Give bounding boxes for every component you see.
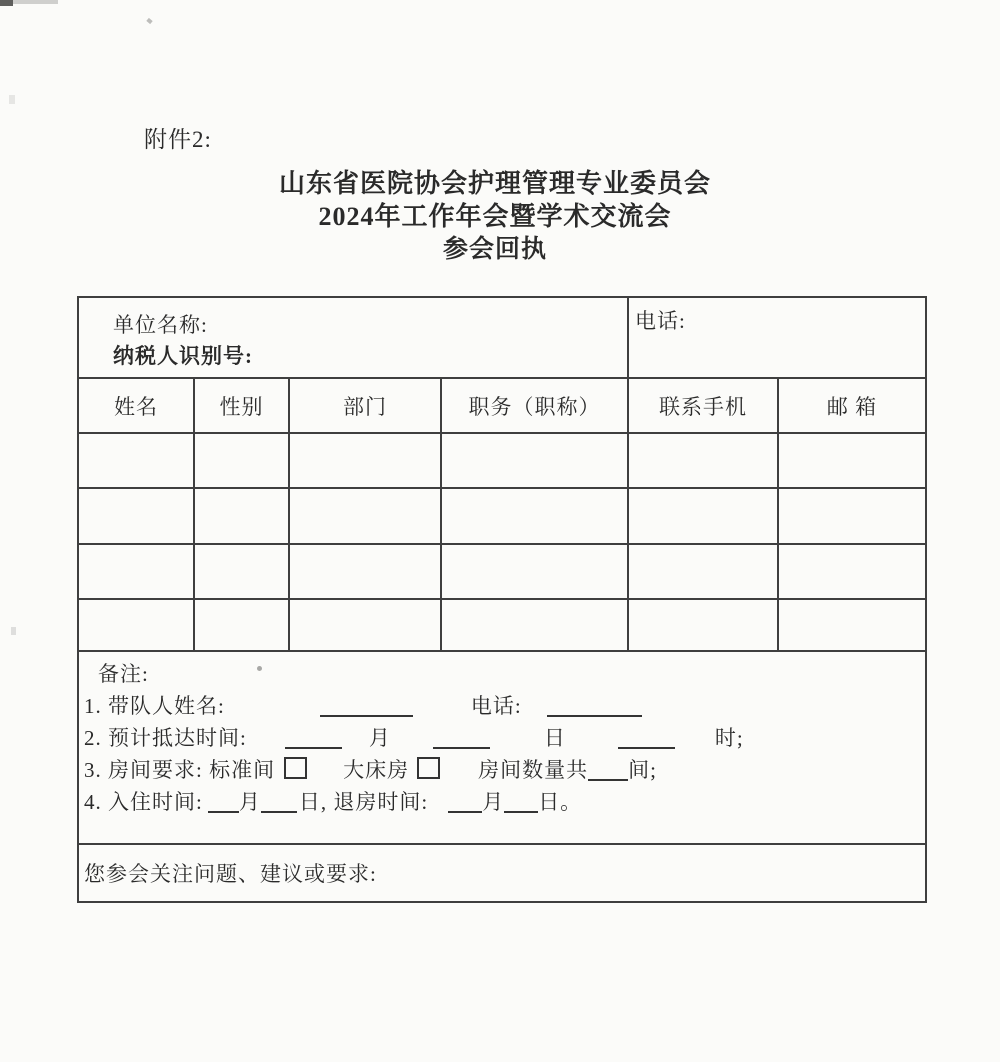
- empty-cell: [194, 599, 289, 651]
- empty-cell: [628, 544, 778, 599]
- notes-row: [78, 651, 926, 844]
- empty-cell: [778, 599, 926, 651]
- empty-cell: [778, 544, 926, 599]
- table-row: [78, 544, 926, 599]
- feedback-label: 您参会关注问题、建议或要求:: [84, 862, 377, 886]
- king-room-checkbox: [417, 757, 440, 779]
- checkin-day-blank: [261, 796, 297, 813]
- king-room-label: 大床房: [343, 758, 410, 782]
- empty-cell: [78, 488, 194, 544]
- table-row: [78, 599, 926, 651]
- empty-cell: [78, 599, 194, 651]
- empty-cell: [628, 488, 778, 544]
- doc-title: [0, 167, 990, 266]
- feedback-row: [78, 844, 926, 902]
- column-header-row: [78, 378, 926, 433]
- room-count-suffix: 间;: [628, 758, 657, 782]
- table-row: [78, 433, 926, 488]
- note-line-checkin: [84, 786, 921, 818]
- empty-cell: [78, 433, 194, 488]
- arrival-day-blank: [433, 732, 490, 749]
- arrival-hour-label: 时;: [714, 726, 744, 750]
- empty-cell: [289, 599, 441, 651]
- standard-room-checkbox: [284, 757, 307, 779]
- empty-cell: [289, 544, 441, 599]
- column-header-department: 部门: [289, 378, 441, 433]
- leader-name-label: 1. 带队人姓名:: [84, 694, 225, 718]
- scan-artifact: [11, 627, 16, 635]
- empty-cell: [628, 599, 778, 651]
- arrival-day-label: 日: [543, 726, 566, 750]
- title-line-3: 参会回执: [442, 236, 547, 263]
- room-request-label: 3. 房间要求: 标准间: [84, 758, 276, 782]
- checkout-month-blank: [448, 796, 482, 813]
- empty-cell: [194, 433, 289, 488]
- column-header-name: 姓名: [78, 378, 194, 433]
- checkin-month-blank: [208, 796, 239, 813]
- empty-cell: [441, 599, 628, 651]
- empty-cell: [441, 488, 628, 544]
- notes-heading: 备注:: [98, 662, 149, 686]
- notes-cell: [78, 651, 926, 844]
- note-line-arrival: [84, 722, 921, 754]
- title-line-2: 2024年工作年会暨学术交流会: [318, 202, 672, 231]
- unit-name-label: 单位名称:: [113, 313, 208, 337]
- unit-info-cell: [78, 297, 628, 378]
- empty-cell: [778, 433, 926, 488]
- note-line-room: [84, 754, 921, 786]
- empty-cell: [194, 544, 289, 599]
- room-count-blank: [588, 764, 628, 781]
- reply-form-table: [77, 296, 927, 903]
- unit-info-row: [78, 297, 926, 378]
- column-header-gender: 性别: [194, 378, 289, 433]
- phone-label: 电话:: [635, 309, 686, 333]
- room-count-label: 房间数量共: [478, 758, 589, 782]
- leader-phone-blank: [547, 700, 642, 717]
- empty-cell: [289, 488, 441, 544]
- scan-artifact: [13, 0, 58, 4]
- title-line-1: 山东省医院协会护理管理专业委员会: [278, 169, 711, 198]
- note-line-leader: [84, 690, 921, 722]
- empty-cell: [194, 488, 289, 544]
- arrival-month-label: 月: [368, 726, 391, 750]
- column-header-mobile: 联系手机: [628, 378, 778, 433]
- leader-phone-label: 电话:: [470, 694, 522, 718]
- checkout-time-label: 日, 退房时间:: [298, 790, 429, 814]
- arrival-time-label: 2. 预计抵达时间:: [84, 726, 247, 750]
- empty-cell: [441, 433, 628, 488]
- attachment-label: 附件2:: [144, 127, 212, 152]
- leader-name-blank: [320, 700, 413, 717]
- checkin-time-label: 4. 入住时间:: [84, 790, 203, 814]
- feedback-cell: [78, 844, 926, 902]
- arrival-hour-blank: [618, 732, 675, 749]
- checkout-month-label: 月: [482, 790, 505, 814]
- scan-artifact: [146, 18, 152, 24]
- taxpayer-id-label: 纳税人识别号:: [113, 344, 253, 368]
- empty-cell: [628, 433, 778, 488]
- arrival-month-blank: [285, 732, 342, 749]
- empty-cell: [441, 544, 628, 599]
- empty-cell: [289, 433, 441, 488]
- empty-cell: [78, 544, 194, 599]
- scan-artifact: [0, 0, 13, 6]
- scan-artifact: [9, 95, 15, 104]
- table-row: [78, 488, 926, 544]
- checkout-day-blank: [504, 796, 538, 813]
- checkin-month-label: 月: [238, 790, 261, 814]
- column-header-email: 邮 箱: [778, 378, 926, 433]
- checkout-day-label: 日。: [538, 790, 583, 814]
- phone-cell: [628, 297, 926, 378]
- empty-cell: [778, 488, 926, 544]
- column-header-position: 职务（职称）: [441, 378, 628, 433]
